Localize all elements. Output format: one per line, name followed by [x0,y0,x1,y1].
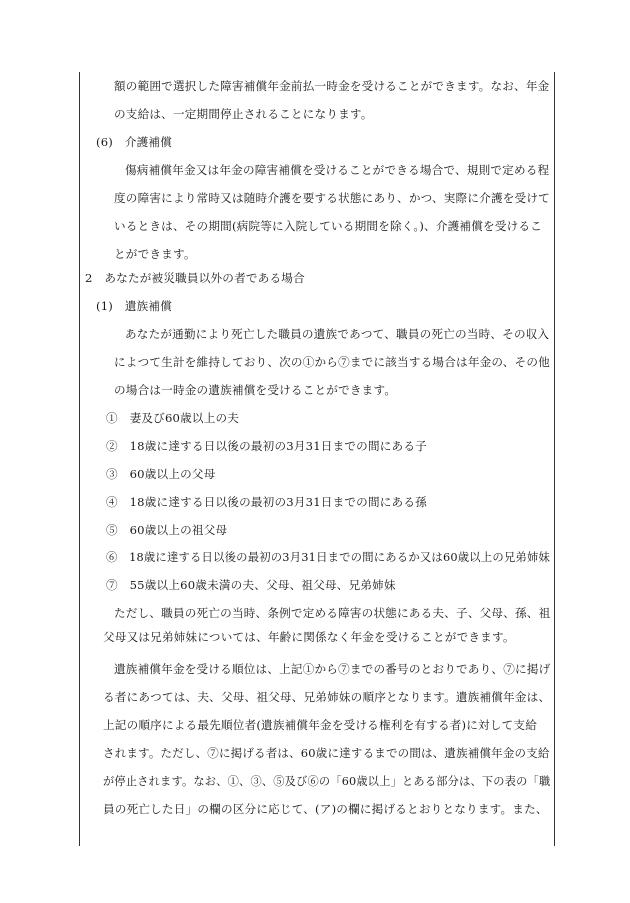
text-line: 額の範囲で選択した障害補償年金前払一時金を受けることができます。なお、年金 [114,79,550,93]
text-line: によつて生計を維持しており、次の①から⑦までに該当する場合は年金の、その他 [114,355,550,369]
text-line: 父母又は兄弟姉妹については、年齢に関係なく年金を受けることができます。 [103,630,515,644]
text-line: あなたが通勤により死亡した職員の遺族であつて、職員の死亡の当時、その収入 [125,327,550,341]
text-line: る者にあつては、夫、父母、祖父母、兄弟姉妹の順序となります。遺族補償年金は、 [103,690,551,704]
list-item: ② 18歳に達する日以後の最初の3月31日までの間にある子 [106,439,427,453]
text-line: の支給は、一定期間停止されることになります。 [114,107,373,121]
list-item: ⑤ 60歳以上の祖父母 [106,523,228,537]
section-heading: (1) 遺族補償 [96,299,172,313]
text-line: ただし、職員の死亡の当時、条例で定める障害の状態にある夫、子、父母、孫、祖 [114,606,551,620]
list-item: ④ 18歳に達する日以後の最初の3月31日までの間にある孫 [106,495,427,509]
text-line: 遺族補償年金を受ける順位は、上記①から⑦までの番号のとおりであり、⑦に掲げ [114,662,551,676]
text-line: 度の障害により常時又は随時介護を要する状態にあり、かつ、実際に介護を受けて [114,191,550,205]
list-item: ⑥ 18歳に達する日以後の最初の3月31日までの間にあるか又は60歳以上の兄弟姉妹 [106,550,551,564]
text-line: されます。ただし、⑦に掲げる者は、60歳に達するまでの間は、遺族補償年金の支給 [103,746,550,760]
text-line: の場合は一時金の遺族補償を受けることができます。 [114,383,397,397]
section-heading: 2 あなたが被災職員以外の者である場合 [85,271,305,285]
text-line: 員の死亡した日」の欄の区分に応じて、(ア)の欄に掲げるとおりとなります。また、 [103,802,548,816]
list-item: ① 妻及び60歳以上の夫 [106,411,240,425]
section-heading: (6) 介護補償 [96,135,172,149]
text-line: 傷病補償年金又は年金の障害補償を受けることができる場合で、規則で定める程 [125,163,550,177]
text-line: とができます。 [114,247,196,261]
text-line: が停止されます。なお、①、③、⑤及び⑥の「60歳以上」とある部分は、下の表の「職 [103,774,551,788]
text-line: 上記の順序による最先順位者(遺族補償年金を受ける権利を有する者)に対して支給 [103,718,538,732]
list-item: ③ 60歳以上の父母 [106,467,216,481]
list-item: ⑦ 55歳以上60歳未満の夫、父母、祖父母、兄弟姉妹 [106,578,396,592]
text-line: いるときは、その期間(病院等に入院している期間を除く。)、介護補償を受けるこ [114,219,542,233]
